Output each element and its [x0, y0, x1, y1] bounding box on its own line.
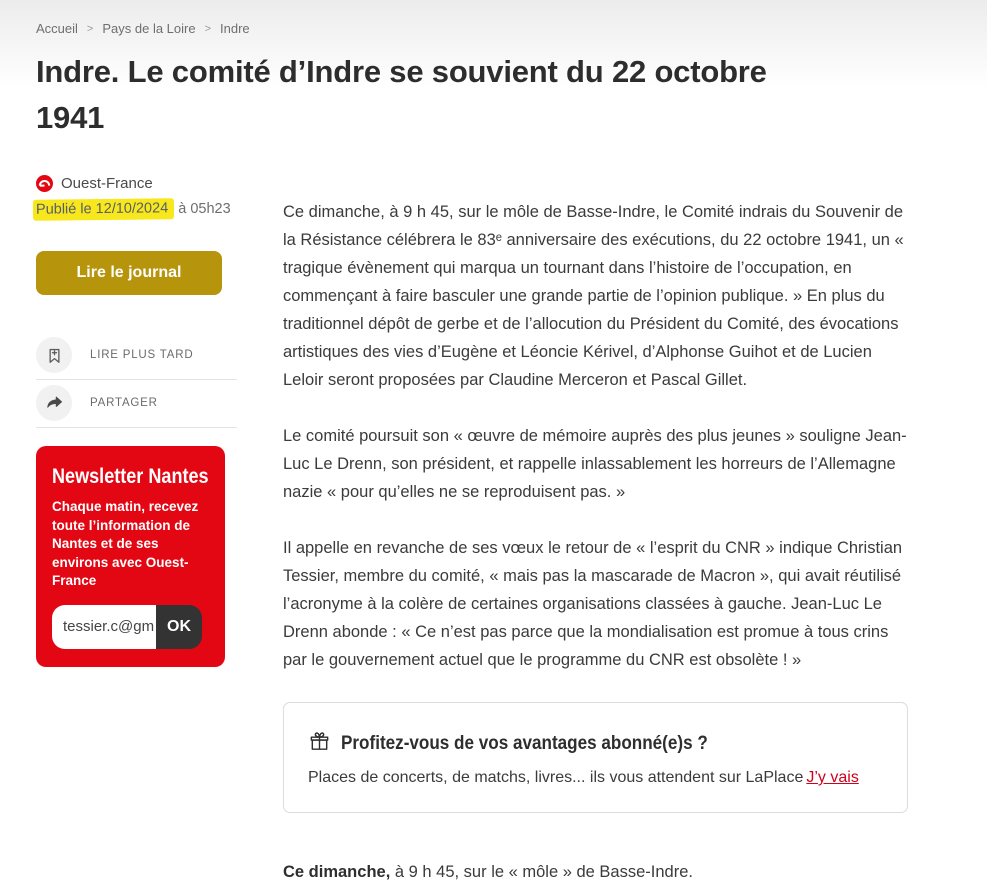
- brand-name: Ouest-France: [61, 175, 153, 192]
- gift-icon: [308, 730, 331, 758]
- promo-text: Places de concerts, de matchs, livres... ils vous attendent sur LaPlace: [308, 769, 804, 786]
- promo-title: Profitez-vous de vos avantages abonné(e)s ?: [341, 733, 708, 754]
- breadcrumb-accueil[interactable]: Accueil: [36, 21, 78, 36]
- article-paragraph: Il appelle en revanche de ses vœux le retour de « l’esprit du CNR » indique Christian Tessier, membre du comité, « mais pas la mascarade de Macron », qui avait réutilisé l’acronyme à la colère de certaines organisations classées à gauche. Jean-Luc Le Drenn abonde : « Ce n’est pas parce que la mondialisation est promue à tous crins par le gouvernement actuel que le programme du CNR est obsolète ! »: [283, 539, 903, 669]
- publish-time: à 05h23: [174, 201, 231, 217]
- chevron-separator-icon: >: [86, 22, 94, 35]
- newsletter-card: [36, 446, 225, 667]
- chevron-separator-icon: >: [204, 22, 212, 35]
- newsletter-description: Chaque matin, recevez toute l’information de Nantes et de ses environs avec Ouest-France: [52, 499, 199, 588]
- read-later-button[interactable]: [36, 332, 237, 380]
- newsletter-email-input[interactable]: [52, 605, 156, 649]
- closing-bold: Ce dimanche,: [283, 863, 391, 881]
- read-later-label: LIRE PLUS TARD: [90, 349, 194, 361]
- share-icon: [36, 385, 72, 421]
- share-label: PARTAGER: [90, 397, 158, 409]
- breadcrumb-indre[interactable]: Indre: [220, 21, 250, 36]
- publish-date-highlight: Publié le 12/10/2024: [33, 198, 174, 220]
- publish-date: [36, 199, 237, 220]
- bookmark-plus-icon: [36, 337, 72, 373]
- article-body: [283, 175, 908, 882]
- sidebar: [36, 175, 237, 882]
- subscriber-promo-box: [283, 702, 908, 813]
- content-columns: [36, 175, 987, 882]
- article-paragraph: Le comité poursuit son « œuvre de mémoire auprès des plus jeunes » souligne Jean-Luc Le Drenn, son président, et rappelle inlassablement les horreurs de l’Allemagne nazie « pour qu’elles ne se reproduisent pas. »: [283, 427, 907, 501]
- newsletter-form: [52, 605, 202, 649]
- read-journal-button[interactable]: Lire le journal: [36, 251, 222, 295]
- page-title: Indre. Le comité d’Indre se souvient du 22 octobre 1941: [36, 54, 767, 135]
- promo-link[interactable]: J’y vais: [806, 769, 859, 786]
- breadcrumb: [36, 0, 987, 36]
- newsletter-submit-button[interactable]: OK: [156, 605, 202, 649]
- closing-rest: à 9 h 45, sur le « môle » de Basse-Indre.: [390, 863, 693, 881]
- breadcrumb-pays-de-la-loire[interactable]: Pays de la Loire: [102, 21, 196, 36]
- article-paragraph: Ce dimanche, à 9 h 45, sur le môle de Basse-Indre, le Comité indrais du Souvenir de la Résistance célébrera le 83ᵉ anniversaire des exécutions, du 22 octobre 1941, un « tragique évènement qui marqua un tournant dans l’histoire de l’occupation, en commençant à faire basculer une grande partie de l’opinion publique. » En plus du traditionnel dépôt de gerbe et de l’allocution du Président du Comité, des évocations artistiques des vies d’Eugène et Léoncie Kérivel, d’Alphonse Guihot et de Lucien Leloir seront proposées par Claudine Merceron et Pascal Gillet.: [283, 203, 904, 389]
- share-button[interactable]: [36, 380, 237, 428]
- newsletter-title: Newsletter Nantes: [52, 465, 209, 488]
- article-actions: [36, 332, 237, 428]
- ouest-france-logo-icon: [36, 175, 53, 192]
- closing-line: [283, 863, 908, 882]
- brand-row[interactable]: [36, 175, 237, 192]
